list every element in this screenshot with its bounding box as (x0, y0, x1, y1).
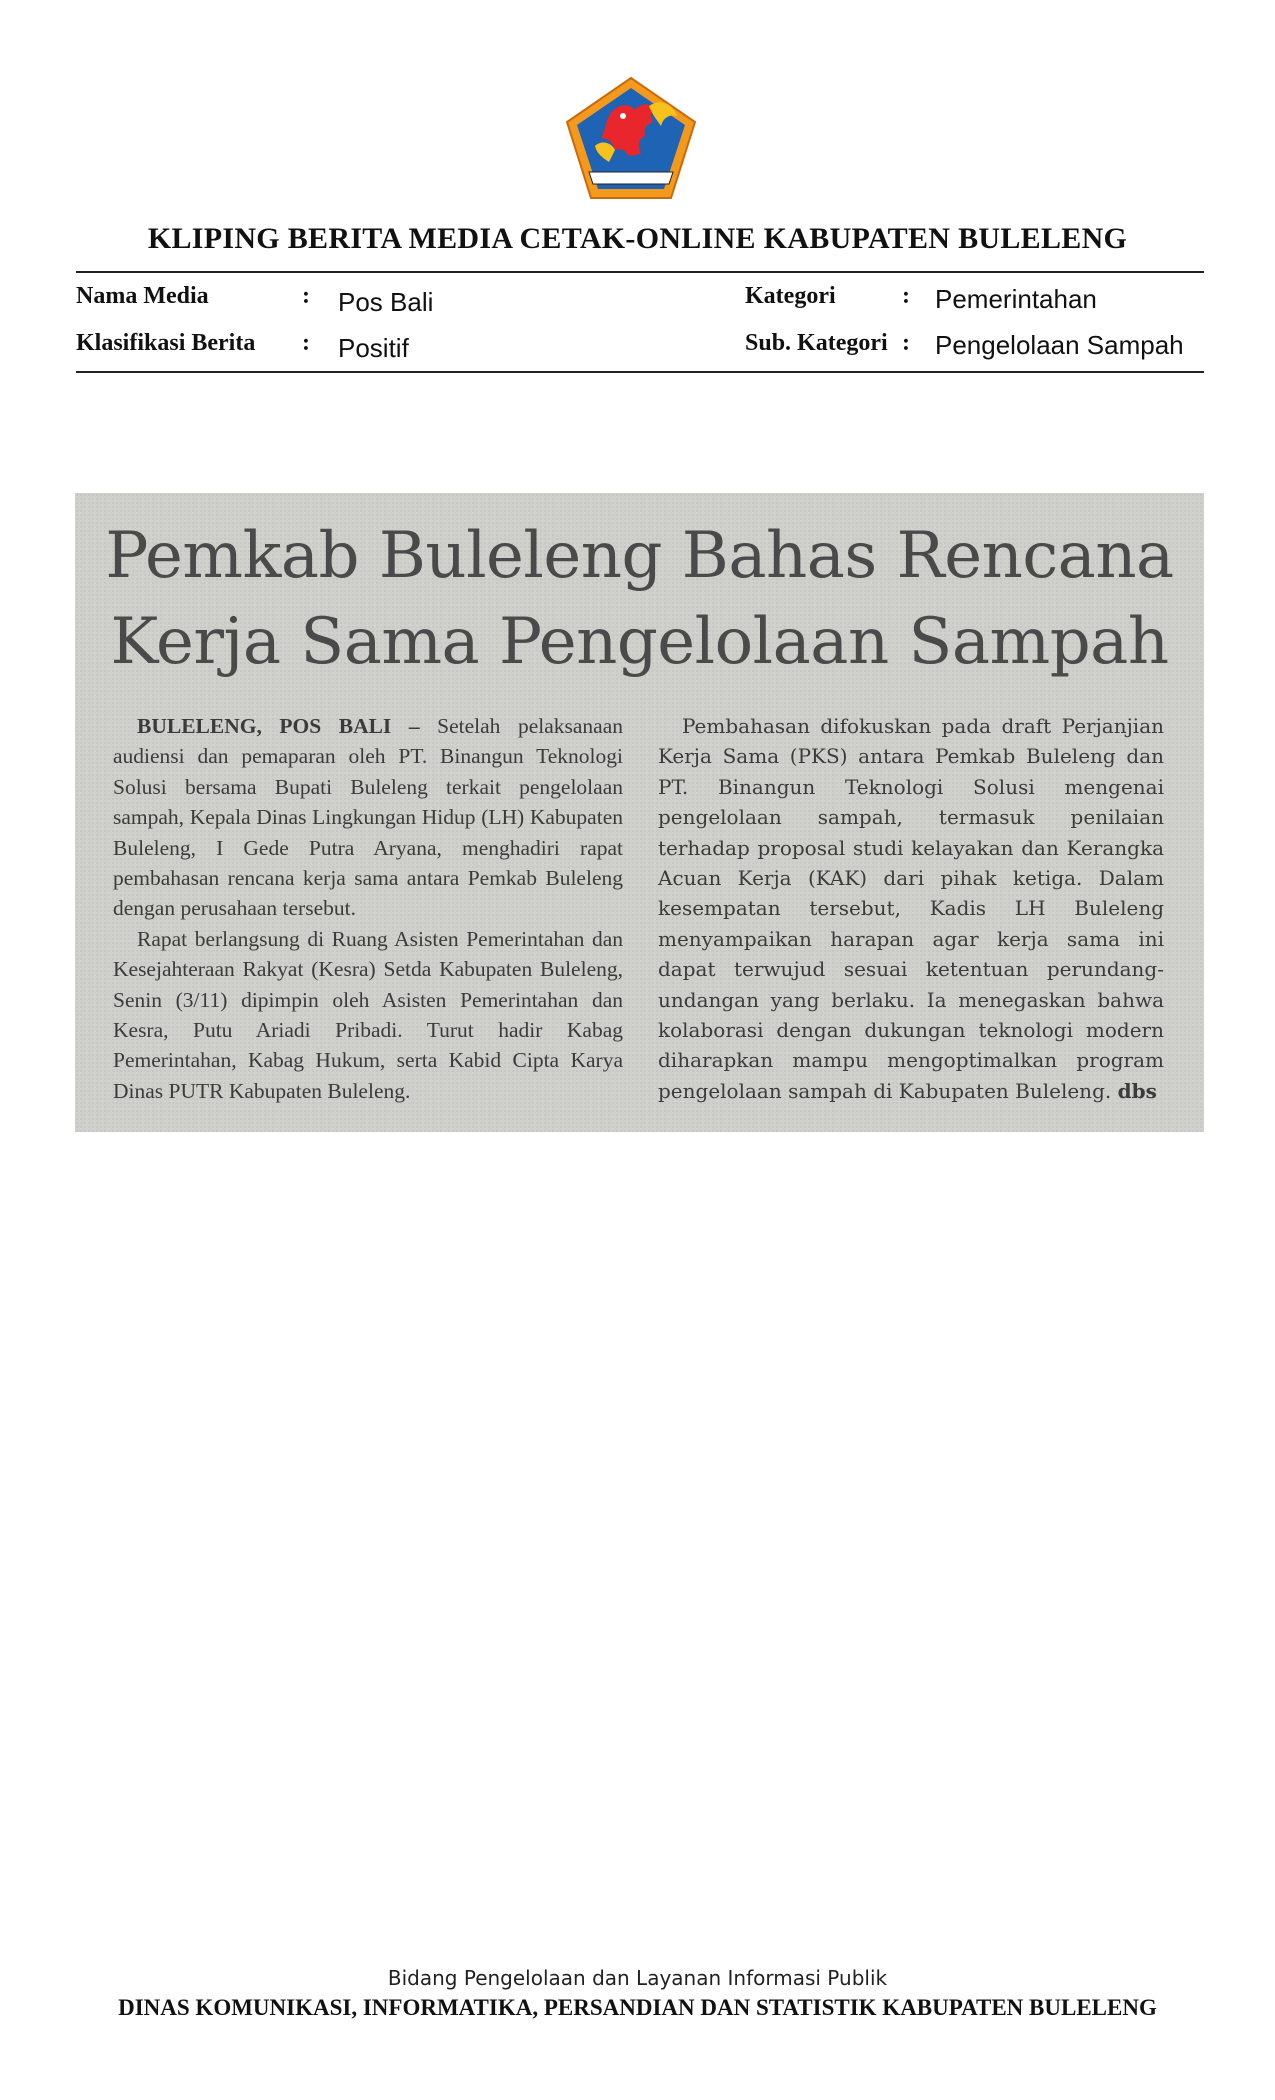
header-divider-bottom (76, 371, 1204, 373)
footer-agency: DINAS KOMUNIKASI, INFORMATIKA, PERSANDIAN DAN STATISTIK KABUPATEN BULELENG (118, 1995, 1157, 2020)
media-name-label: Nama Media (76, 283, 209, 309)
article-signature: dbs (1117, 1078, 1157, 1103)
article-paragraph-1-text: Setelah pelaksanaan audiensi dan pemaparan oleh PT. Binangun Teknologi Solusi bersama Bupati Buleleng terkait pengelolaan sampah, Kepala Dinas Lingkungan Hidup (LH) Kabupaten Buleleng, I Gede Putra Aryana, menghadiri rapat pembahasan rencana kerja sama antara Pemkab Buleleng dengan perusahaan tersebut. (113, 714, 623, 921)
category-colon: : (902, 283, 910, 309)
buleleng-emblem-logo (565, 76, 697, 200)
page-title: KLIPING BERITA MEDIA CETAK-ONLINE KABUPATEN BULELENG (147, 222, 1128, 255)
article-paragraph-3 (658, 711, 1164, 1106)
article-column-right (658, 711, 1164, 1106)
headline-line-2: Kerja Sama Pengelolaan Sampah (110, 605, 1169, 679)
article-dateline: BULELENG, POS BALI – (137, 714, 420, 738)
media-name-value: Pos Bali (338, 287, 434, 317)
article-paragraph-2: Rapat berlangsung di Ruang Asisten Pemerintahan dan Kesejahteraan Rakyat (Kesra) Setda Kabupaten Buleleng, Senin (3/11) dipimpin oleh Asisten Pemerintahan dan Kesra, Putu Ariadi Pribadi. Turut hadir Kabag Pemerintahan, Kabag Hukum, serta Kabid Cipta Karya Dinas PUTR Kabupaten Buleleng. (113, 926, 623, 1103)
news-classification-label: Klasifikasi Berita (76, 330, 256, 356)
article-column-left (113, 711, 623, 1106)
category-label: Kategori (745, 283, 836, 309)
article-paragraph-3-text: Pembahasan difokuskan pada draft Perjanjian Kerja Sama (PKS) antara Pemkab Buleleng dan PT. Binangun Teknologi Solusi mengenai pengelolaan sampah, termasuk penilaian terhadap proposal studi kelayakan dan Kerangka Acuan Kerja (KAK) dari pihak ketiga. Dalam kesempatan tersebut, Kadis LH Buleleng menyampaikan harapan agar kerja sama ini dapat terwujud sesuai ketentuan perundang-undangan yang berlaku. Ia menegaskan bahwa kolaborasi dengan dukungan teknologi modern diharapkan mampu mengoptimalkan program pengelolaan sampah di Kabupaten Buleleng. (658, 714, 1164, 1103)
article-paragraph-1 (113, 711, 623, 924)
news-classification-colon: : (302, 330, 310, 356)
header-divider-top (76, 271, 1204, 273)
headline-line-1: Pemkab Buleleng Bahas Rencana (105, 519, 1174, 593)
subcategory-label: Sub. Kategori (745, 330, 888, 356)
news-clipping (75, 493, 1204, 1132)
media-name-colon: : (302, 283, 310, 309)
footer-division: Bidang Pengelolaan dan Layanan Informasi Publik (387, 1966, 888, 1990)
news-classification-value: Positif (338, 333, 409, 363)
subcategory-value: Pengelolaan Sampah (935, 330, 1184, 360)
subcategory-colon: : (902, 330, 910, 356)
category-value: Pemerintahan (935, 284, 1097, 314)
